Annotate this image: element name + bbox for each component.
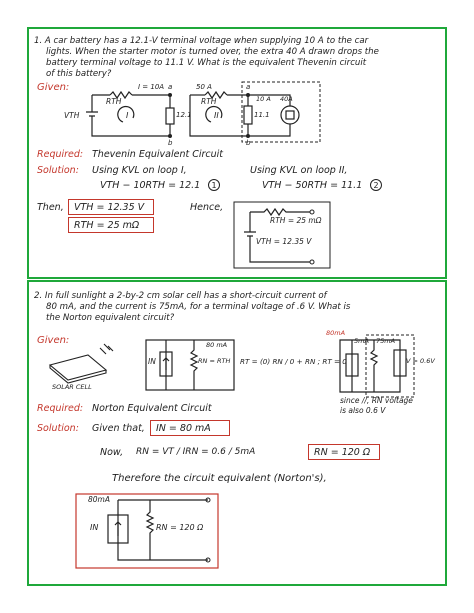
final-in-label: IN — [90, 523, 99, 532]
equiv-vth-label: VTH = 12.35 V — [256, 237, 312, 246]
problem-1-line-3: battery terminal voltage to 11.1 V. What is the equivalent Thevenin circuit — [46, 58, 367, 68]
given-label-1: Given: — [37, 82, 70, 93]
node-a2-label: a — [246, 83, 251, 91]
rth-label-2: RTH — [201, 97, 217, 106]
required-label-1: Required: — [37, 149, 84, 160]
norton-in-label: IN — [148, 357, 156, 366]
problem-1-line-1: 1. A car battery has a 12.1-V terminal voltage when supplying 10 A to the car — [34, 36, 369, 46]
note-line-2: is also 0.6 V — [340, 406, 386, 415]
voltage-1-label: 12.1 — [176, 111, 192, 119]
node-a1-label: a — [168, 83, 173, 91]
answer-rth: RTH = 25 mΩ — [74, 220, 140, 231]
rth-label-1: RTH — [106, 97, 122, 106]
rn-rth-label: RN = RTH — [198, 357, 231, 365]
current-label-2: 50 A — [196, 83, 212, 91]
loop-1-label: I — [126, 111, 129, 120]
equation-1-number: 1 — [208, 179, 220, 191]
problem-2-line-3: the Norton equivalent circuit? — [46, 313, 175, 323]
rn-value: RN = 120 Ω — [314, 447, 371, 458]
kvl-2-equation: VTH − 50RTH = 11.1 — [262, 180, 363, 191]
kvl-1-equation: VTH − 10RTH = 12.1 — [100, 180, 201, 191]
therefore-text: Therefore the circuit equivalent (Norton's), — [112, 473, 327, 484]
problem-2-line-2: 80 mA, and the current is 75mA, for a terminal voltage of .6 V. What is — [46, 302, 351, 312]
problem-1-line-4: of this battery? — [46, 69, 112, 79]
now-text: Now, — [100, 447, 124, 458]
equation-2-number: 2 — [370, 179, 382, 191]
current-5ma-label: 5mA — [354, 337, 369, 345]
voltage-06-label: V = 0.6V — [406, 357, 435, 365]
current-40a-label: 40A — [280, 95, 293, 103]
solar-cell-label: SOLAR CELL — [52, 383, 92, 391]
required-text-2: Norton Equivalent Circuit — [92, 403, 212, 414]
then-text: Then, — [37, 202, 64, 213]
given-that-text: Given that, — [92, 423, 145, 434]
solution-label-1: Solution: — [37, 165, 79, 176]
solution-label-2: Solution: — [37, 423, 79, 434]
rn-calculation: RN = VT / IRN = 0.6 / 5mA — [136, 447, 256, 457]
current-label-1: I = 10A — [138, 83, 165, 91]
problem-2-line-1: 2. In full sunlight a 2-by-2 cm solar cell has a short-circuit current of — [34, 291, 327, 301]
required-text-1: Thevenin Equivalent Circuit — [92, 149, 224, 160]
vth-label: VTH — [64, 111, 80, 120]
problem-1-line-2: lights. When the starter motor is turned over, the extra 40 A drawn drops the — [46, 47, 379, 57]
note-line-1: since //, RN voltage — [340, 396, 413, 405]
current-80ma-b-label: 80mA — [326, 329, 346, 337]
current-10a-label: 10 A — [256, 95, 271, 103]
node-b1-label: b — [168, 139, 173, 147]
equiv-rth-label: RTH = 25 mΩ — [270, 216, 322, 225]
final-80ma-label: 80mA — [88, 495, 110, 504]
voltage-2-label: 11.1 — [254, 111, 270, 119]
kvl-1-text: Using KVL on loop I, — [92, 165, 187, 176]
answer-vth: VTH = 12.35 V — [74, 202, 145, 213]
final-rn-label: RN = 120 Ω — [156, 523, 204, 532]
in-value: IN = 80 mA — [156, 423, 211, 434]
loop-2-label: II — [214, 111, 219, 120]
node-b2-label: b — [246, 139, 251, 147]
kvl-2-text: Using KVL on loop II, — [250, 165, 348, 176]
current-80ma-label: 80 mA — [206, 341, 228, 349]
required-label-2: Required: — [37, 403, 84, 414]
rt-formula: RT = (0) RN / 0 + RN ; RT = 0 — [240, 357, 347, 366]
given-label-2: Given: — [37, 335, 70, 346]
current-75ma-label: 75mA — [376, 337, 396, 345]
hence-text: Hence, — [190, 202, 224, 213]
